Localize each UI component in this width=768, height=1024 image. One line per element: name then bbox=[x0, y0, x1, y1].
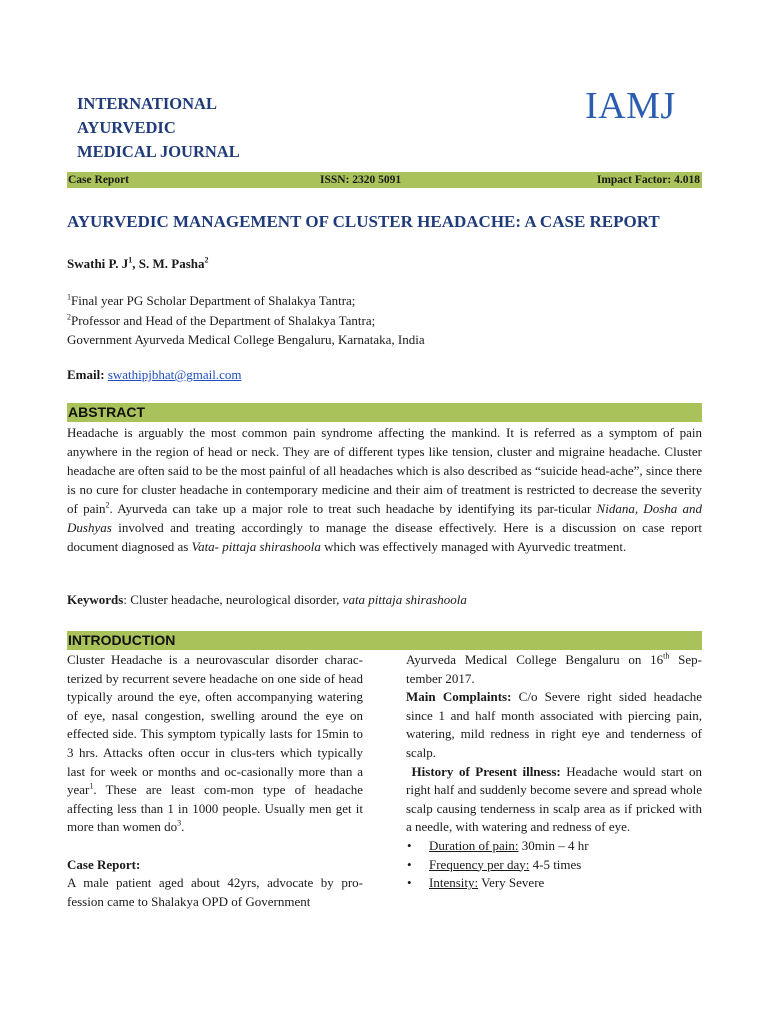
ordinal-suffix: th bbox=[663, 651, 670, 661]
history-present-illness bbox=[406, 763, 702, 837]
case-report-heading: Case Report: bbox=[67, 856, 141, 872]
issn: ISSN: 2320 5091 bbox=[320, 174, 402, 186]
journal-name bbox=[77, 92, 240, 164]
list-item bbox=[406, 856, 702, 875]
author-name: Swathi P. J bbox=[67, 256, 129, 271]
case-run: Sep-tember 2017. bbox=[406, 652, 702, 686]
affiliation-line bbox=[67, 291, 425, 311]
article-type: Case Report bbox=[68, 174, 129, 186]
affiliation-text: Government Ayurveda Medical College Bengaluru, Karnataka, India bbox=[67, 332, 425, 347]
introduction-heading: INTRODUCTION bbox=[67, 631, 702, 650]
abstract-italic: Nidana, Dosha and Dushyas bbox=[67, 501, 702, 535]
list-item-label: Duration of pain: bbox=[429, 837, 519, 853]
abstract-heading: ABSTRACT bbox=[67, 403, 702, 422]
list-item-value: Very Severe bbox=[478, 875, 545, 891]
bullet-mark: • bbox=[407, 856, 412, 872]
affiliations bbox=[67, 291, 425, 350]
case-run: Ayurveda Medical College Bengaluru on 16 bbox=[406, 652, 664, 667]
abstract-text bbox=[67, 423, 702, 556]
abstract-run: Headache is arguably the most common pain syndrome affecting the mankind. It is referred as a symptom of pain anywhere in the region of head or neck. They are of different types like tension, cluster and migraine headache. Cluster headache are often said to be the most painful of all headaches which is also described as “suicide head-ache”, since there is no cure for cluster headache in contemporary medicine and their aim of treatment is restricted to decrease the severity of pain bbox=[67, 425, 702, 516]
symptom-list bbox=[406, 837, 702, 893]
journal-name-line1: INTERNATIONAL bbox=[77, 94, 217, 113]
author-affil-mark: 2 bbox=[204, 255, 209, 265]
list-item-label: Intensity: bbox=[429, 875, 479, 891]
affiliation-line bbox=[67, 330, 425, 350]
impact-factor: Impact Factor: 4.018 bbox=[596, 174, 700, 186]
list-item-value: 4-5 times bbox=[529, 856, 582, 872]
email-line bbox=[67, 367, 241, 383]
case-report-text: A male patient aged about 42yrs, advocate by pro-fession came to Shalakya OPD of Government bbox=[67, 875, 363, 909]
keywords bbox=[67, 592, 702, 608]
affiliation-text: Professor and Head of the Department of Shalakya Tantra; bbox=[71, 312, 376, 328]
history-label: History of Present illness: bbox=[411, 763, 561, 779]
left-column bbox=[67, 651, 363, 911]
intro-run: . bbox=[181, 819, 185, 835]
author-list bbox=[67, 256, 209, 272]
abstract-italic: Vata- pittaja shirashoola bbox=[191, 539, 321, 554]
journal-name-line3: MEDICAL JOURNAL bbox=[77, 142, 240, 161]
main-complaints-label: Main Complaints: bbox=[406, 689, 512, 705]
list-item bbox=[406, 837, 702, 856]
author-separator: , bbox=[132, 256, 139, 271]
journal-name-line2: AYURVEDIC bbox=[77, 118, 176, 137]
citation-mark: 1 bbox=[89, 781, 94, 791]
case-continuation bbox=[406, 651, 702, 688]
affil-mark: 2 bbox=[67, 312, 71, 322]
intro-paragraph bbox=[67, 651, 363, 837]
affiliation-line bbox=[67, 311, 425, 331]
article-title: AYURVEDIC MANAGEMENT OF CLUSTER HEADACHE: A CASE REPORT bbox=[67, 212, 660, 231]
email-label: Email: bbox=[67, 367, 105, 382]
citation-mark: 3 bbox=[177, 819, 182, 829]
abstract-run: involved and treating accordingly to manage the disease effectively. Here is a discussion on case report document diagnosed as bbox=[67, 520, 702, 554]
meta-bar bbox=[67, 172, 702, 188]
keywords-italic: vata pittaja shirashoola bbox=[342, 592, 467, 607]
affiliation-text: Final year PG Scholar Department of Shalakya Tantra; bbox=[71, 293, 356, 308]
intro-run: Cluster Headache is a neurovascular disorder charac-terized by recurrent severe headache on one side of head typically around the eye, often accompanying watering of eye, nasal congestion, swelling around the eye on effected side. This symptom typically lasts for 15min to 3 hrs. Attacks often occur in clus-ters which typically last for week or months and oc-casionally more than a year bbox=[67, 652, 363, 798]
history-text: Headache would start on right half and suddenly become severe and spread whole scalp causing tenderness in scalp area as if pricked with a needle, with watering and redness of eye. bbox=[406, 763, 702, 835]
abstract-run: . Ayurveda can take up a major role to treat such headache by identifying its par-ticular bbox=[109, 501, 597, 516]
keywords-label: Keywords bbox=[67, 592, 124, 607]
citation-mark: 2 bbox=[105, 500, 110, 510]
abstract-run: which was effectively managed with Ayurvedic treatment. bbox=[320, 539, 627, 554]
keywords-text: : Cluster headache, neurological disorder, bbox=[123, 592, 343, 607]
intro-run: . These are least com-mon type of headache affecting less than 1 in 1000 people. Usually men get it more than women do bbox=[67, 782, 363, 835]
right-column bbox=[406, 651, 702, 893]
main-complaints bbox=[406, 688, 702, 762]
author-affil-mark: 1 bbox=[128, 255, 133, 265]
main-complaints-text: C/o Severe right sided headache since 1 and half month associated with piercing pain, watering, mild redness in right eye and tenderness of scalp. bbox=[406, 689, 703, 760]
author-name: S. M. Pasha bbox=[138, 256, 205, 271]
affil-mark: 1 bbox=[67, 292, 71, 302]
journal-logo: IAMJ bbox=[585, 85, 676, 127]
list-item-value: 30min – 4 hr bbox=[518, 837, 589, 853]
bullet-mark: • bbox=[407, 837, 412, 853]
paragraph-gap bbox=[67, 837, 363, 856]
list-item-label: Frequency per day: bbox=[429, 856, 530, 872]
email-link[interactable]: swathipjbhat@gmail.com bbox=[107, 367, 242, 382]
bullet-mark: • bbox=[407, 875, 412, 891]
list-item bbox=[406, 874, 702, 893]
